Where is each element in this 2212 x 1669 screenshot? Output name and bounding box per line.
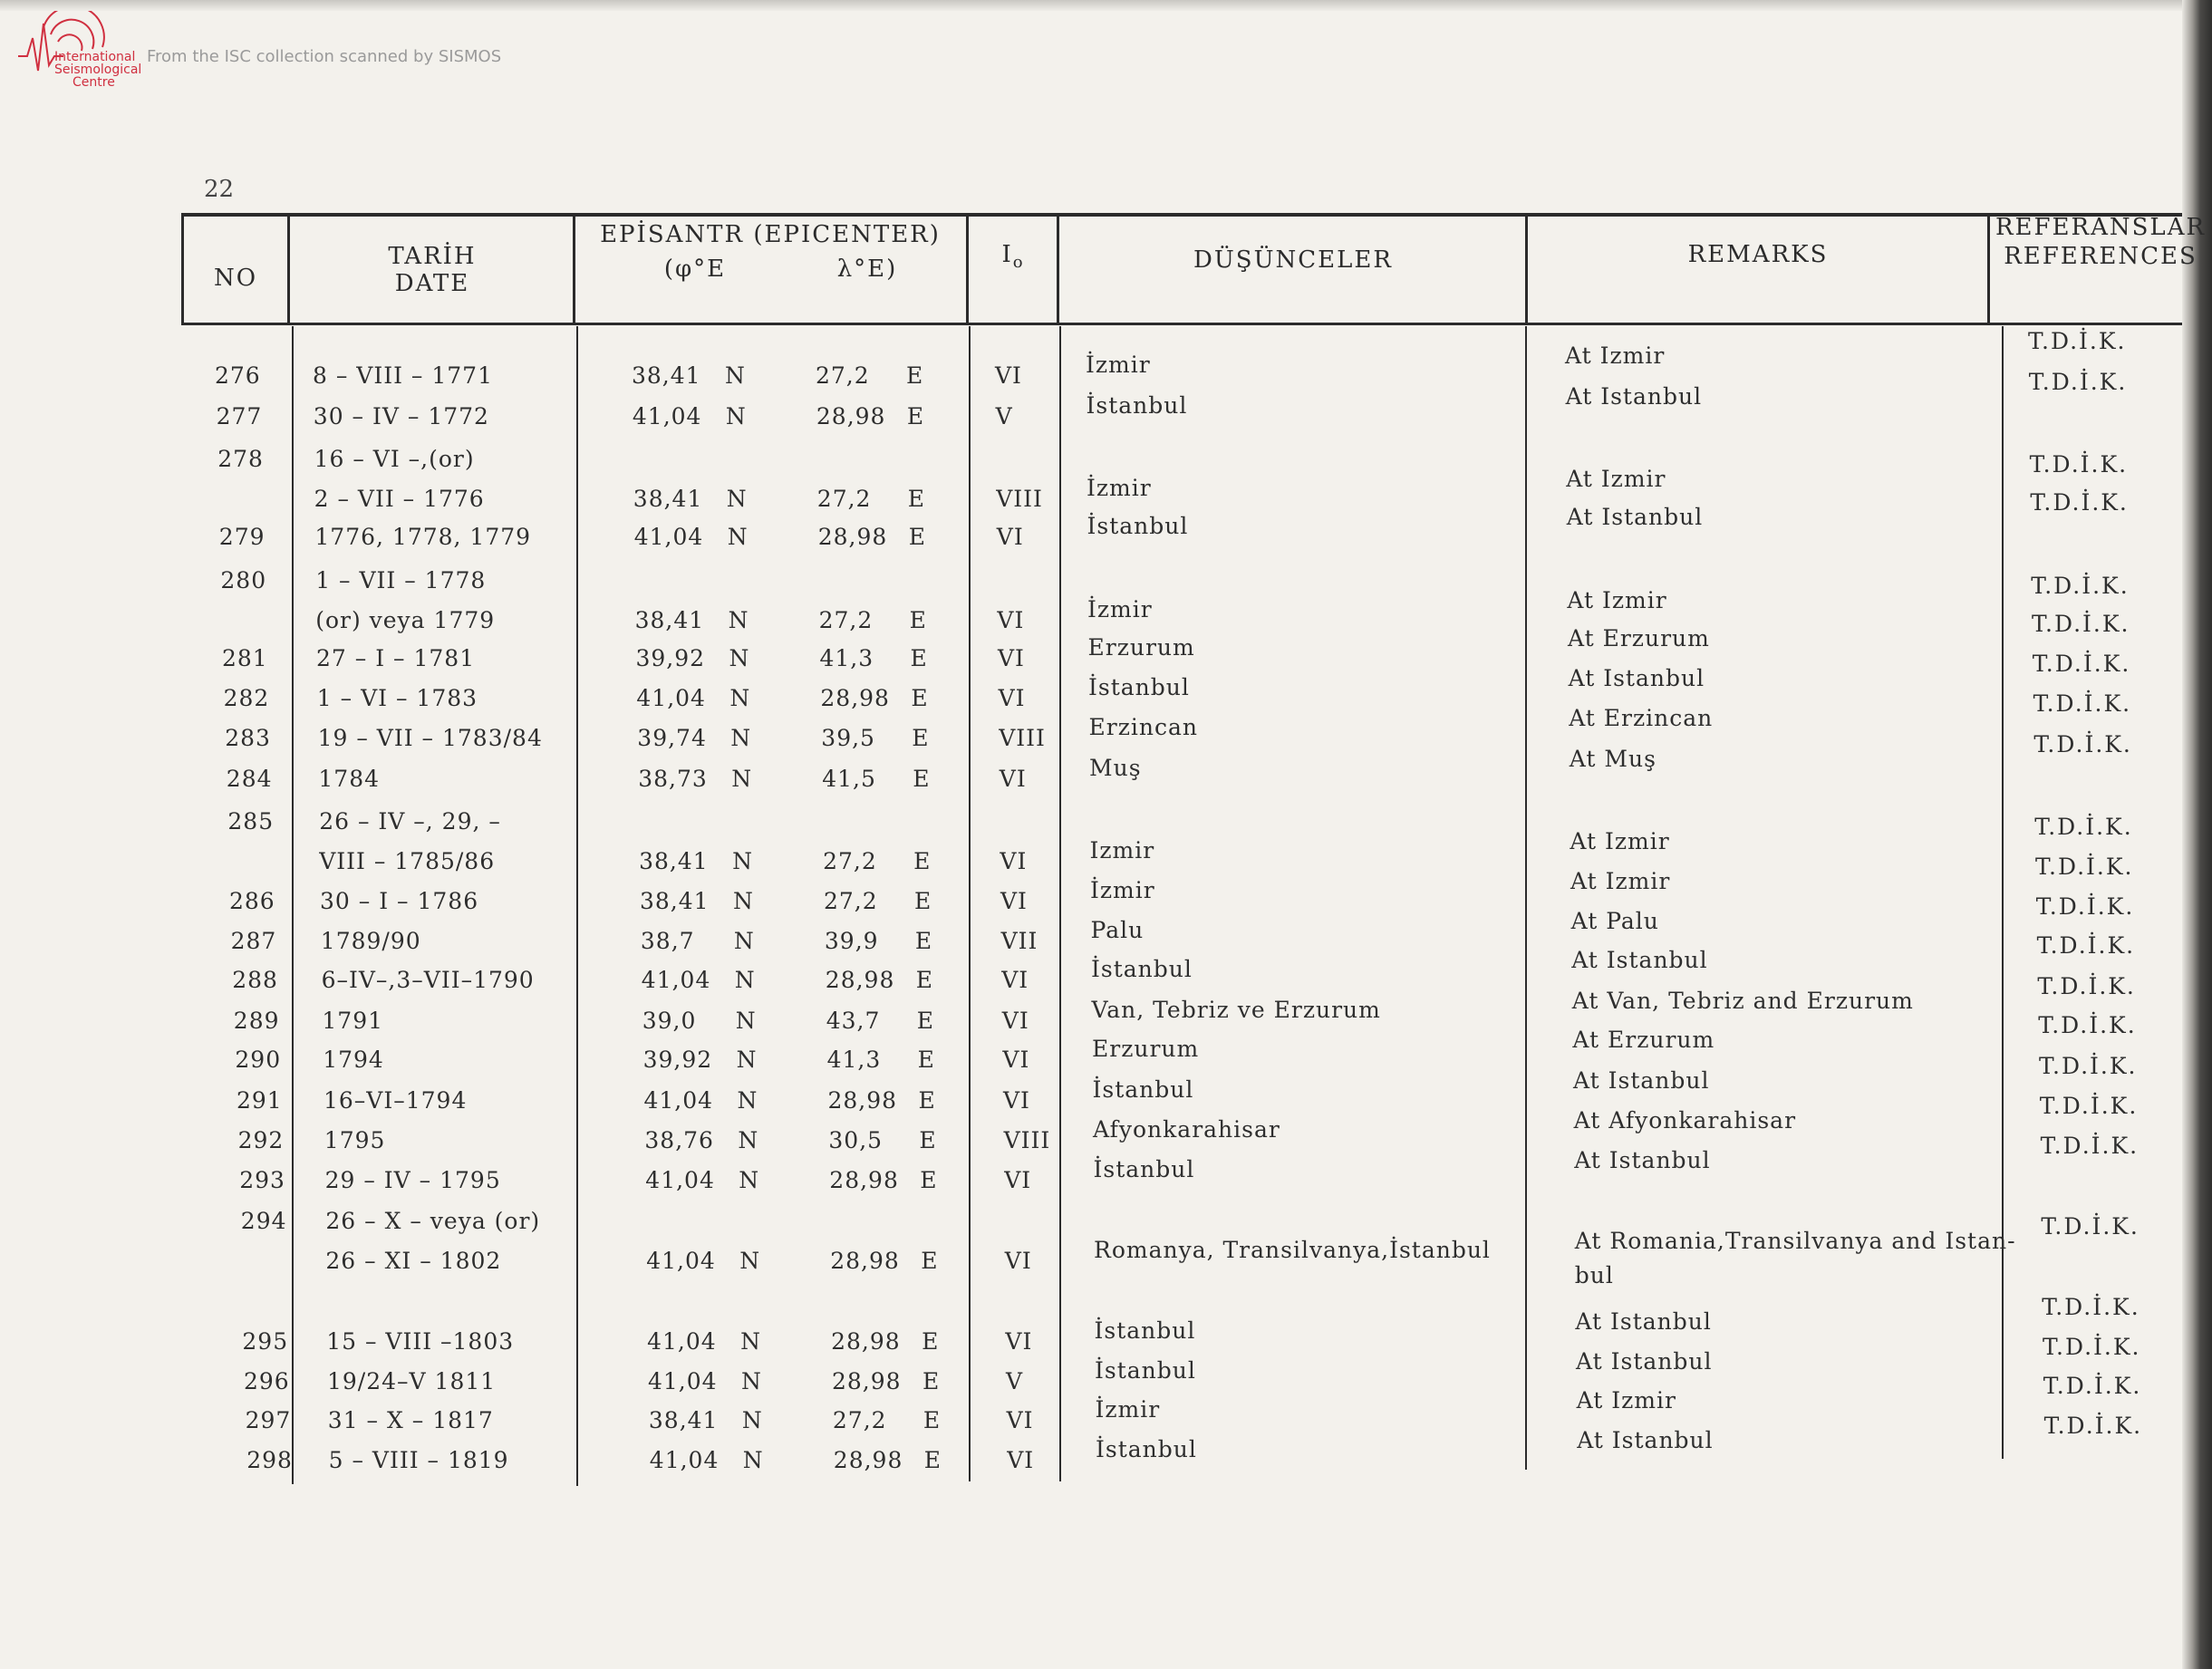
row-date: 1784 xyxy=(318,766,381,792)
row-reference: T.D.İ.K. xyxy=(2042,1294,2140,1320)
row-longitude: 28,98 xyxy=(827,1087,898,1114)
row-lat-hemisphere: N xyxy=(733,888,754,914)
row-remark: At Palu xyxy=(1570,908,1659,934)
row-lon-hemisphere: E xyxy=(906,403,925,429)
row-lat-hemisphere: N xyxy=(737,1087,758,1114)
row-reference: T.D.İ.K. xyxy=(2032,611,2130,637)
row-reference: T.D.İ.K. xyxy=(2043,1373,2142,1399)
row-latitude: 38,41 xyxy=(632,362,701,389)
row-latitude: 41,04 xyxy=(636,685,706,711)
row-reference: T.D.İ.K. xyxy=(2043,1413,2143,1439)
row-lat-hemisphere: N xyxy=(731,766,753,792)
row-number: 294 xyxy=(240,1208,287,1234)
row-dusunceler: İzmir xyxy=(1087,475,1152,501)
body-line-date xyxy=(292,326,294,1484)
row-number: 295 xyxy=(242,1328,289,1355)
row-dusunceler: Romanya, Transilvanya,İstanbul xyxy=(1094,1237,1491,1263)
row-latitude: 41,04 xyxy=(633,524,704,550)
row-latitude: 41,04 xyxy=(645,1167,715,1193)
row-lat-hemisphere: N xyxy=(729,685,751,711)
row-date: 1794 xyxy=(323,1047,384,1073)
row-lon-hemisphere: E xyxy=(911,685,929,711)
row-intensity: VI xyxy=(1001,1008,1029,1034)
row-intensity: V xyxy=(995,403,1013,429)
row-dusunceler: Palu xyxy=(1090,917,1145,943)
row-date: 26 – IV –, 29, – xyxy=(319,808,501,834)
row-date: 1791 xyxy=(322,1008,384,1034)
row-intensity: VI xyxy=(1000,888,1028,914)
row-dusunceler: İstanbul xyxy=(1092,1076,1194,1103)
row-date: 16 – VI –,(or) xyxy=(314,446,475,472)
row-latitude: 39,0 xyxy=(642,1008,697,1034)
row-intensity: VII xyxy=(1000,928,1038,954)
row-latitude: 38,41 xyxy=(640,888,710,914)
row-lon-hemisphere: E xyxy=(923,1447,942,1473)
row-lat-hemisphere: N xyxy=(728,607,749,633)
row-lat-hemisphere: N xyxy=(742,1447,764,1473)
row-reference: T.D.İ.K. xyxy=(2028,328,2127,354)
row-lon-hemisphere: E xyxy=(906,362,924,389)
row-remark: At Muş xyxy=(1569,746,1657,772)
row-reference: T.D.İ.K. xyxy=(2037,973,2136,999)
row-date: 8 – VIII – 1771 xyxy=(313,362,493,389)
row-intensity: VI xyxy=(996,524,1024,550)
row-lon-hemisphere: E xyxy=(922,1328,940,1355)
table-top-rule xyxy=(181,213,2182,217)
row-dusunceler: İstanbul xyxy=(1088,674,1190,700)
row-lat-hemisphere: N xyxy=(734,967,756,993)
row-longitude: 27,2 xyxy=(824,888,878,914)
row-dusunceler: İstanbul xyxy=(1086,392,1188,419)
row-date: 29 – IV – 1795 xyxy=(324,1167,501,1193)
row-intensity: VI xyxy=(1004,1248,1032,1274)
row-lon-hemisphere: E xyxy=(917,1047,935,1073)
row-remark: At Istanbul xyxy=(1566,504,1704,530)
row-remark: At Izmir xyxy=(1567,587,1667,613)
row-longitude: 41,3 xyxy=(819,645,874,671)
row-number: 290 xyxy=(235,1047,282,1073)
row-remark: At Izmir xyxy=(1565,342,1666,369)
row-lat-hemisphere: N xyxy=(738,1127,759,1153)
row-dusunceler: İzmir xyxy=(1090,877,1155,903)
row-remark: At Istanbul xyxy=(1577,1427,1714,1453)
divider-date-epicenter xyxy=(573,213,575,325)
row-intensity: VI xyxy=(1004,1167,1032,1193)
row-intensity: VI xyxy=(1001,967,1029,993)
row-lon-hemisphere: E xyxy=(919,1127,937,1153)
row-dusunceler: Van, Tebriz ve Erzurum xyxy=(1091,997,1381,1023)
logo-line-3: Centre xyxy=(72,75,115,90)
row-intensity: VI xyxy=(998,645,1025,671)
row-number: 287 xyxy=(230,928,277,954)
row-reference: T.D.İ.K. xyxy=(2034,814,2133,840)
row-lon-hemisphere: E xyxy=(922,1368,941,1394)
row-number: 283 xyxy=(225,725,271,751)
row-intensity: V xyxy=(1006,1368,1024,1394)
row-lon-hemisphere: E xyxy=(909,607,927,633)
divider-io-dusunceler xyxy=(1057,213,1059,325)
row-intensity: VI xyxy=(999,766,1027,792)
row-lon-hemisphere: E xyxy=(922,1407,942,1433)
body-line-io xyxy=(969,326,971,1481)
row-lon-hemisphere: E xyxy=(913,848,932,874)
body-line-epicenter xyxy=(576,326,578,1486)
row-remark: At Istanbul xyxy=(1576,1348,1713,1375)
header-no: NO xyxy=(213,265,258,292)
row-date: 15 – VIII –1803 xyxy=(326,1328,515,1355)
row-latitude: 41,04 xyxy=(643,1087,714,1114)
row-number: 280 xyxy=(220,567,267,593)
row-remark: At Erzincan xyxy=(1569,705,1714,731)
body-line-remarks xyxy=(1525,326,1527,1470)
row-lon-hemisphere: E xyxy=(916,1008,934,1034)
row-longitude: 28,98 xyxy=(816,403,886,429)
row-number: 293 xyxy=(239,1167,285,1193)
row-lon-hemisphere: E xyxy=(914,888,932,914)
row-longitude: 27,2 xyxy=(816,362,870,389)
row-longitude: 28,98 xyxy=(817,524,888,550)
row-remark: At Istanbul xyxy=(1568,665,1705,691)
body-line-dusunceler xyxy=(1059,326,1061,1481)
logo-text xyxy=(54,51,141,89)
row-date: 19 – VII – 1783/84 xyxy=(317,725,543,751)
row-number: 281 xyxy=(222,645,268,671)
row-lon-hemisphere: E xyxy=(913,766,931,792)
row-remark: At Istanbul xyxy=(1565,383,1703,410)
row-remark: At Izmir xyxy=(1576,1387,1676,1413)
row-number: 298 xyxy=(246,1447,293,1473)
row-date: 1 – VI – 1783 xyxy=(316,685,478,711)
row-longitude: 28,98 xyxy=(825,967,895,993)
logo-line-2: Seismological xyxy=(54,63,142,77)
row-longitude: 27,2 xyxy=(832,1407,887,1433)
row-date: 1776, 1778, 1779 xyxy=(314,524,532,550)
row-intensity: VIII xyxy=(996,486,1043,512)
row-date: 1795 xyxy=(324,1127,386,1153)
row-intensity: VIII xyxy=(1003,1127,1051,1153)
row-intensity: VIII xyxy=(999,725,1046,751)
row-dusunceler: Erzurum xyxy=(1087,634,1195,661)
table-left-border xyxy=(181,213,184,325)
row-dusunceler: İstanbul xyxy=(1091,956,1193,982)
row-lat-hemisphere: N xyxy=(730,725,752,751)
scan-top-edge xyxy=(0,0,2212,11)
row-reference: T.D.İ.K. xyxy=(2030,489,2129,516)
row-reference: T.D.İ.K. xyxy=(2032,651,2131,677)
row-lat-hemisphere: N xyxy=(735,1008,757,1034)
row-lon-hemisphere: E xyxy=(908,524,926,550)
row-reference: T.D.İ.K. xyxy=(2033,690,2132,717)
row-latitude: 41,04 xyxy=(632,403,702,429)
row-lon-hemisphere: E xyxy=(920,1167,938,1193)
row-reference: T.D.İ.K. xyxy=(2035,854,2134,880)
row-dusunceler: İzmir xyxy=(1095,1396,1161,1423)
row-remark: At Istanbul xyxy=(1573,1067,1710,1094)
row-lat-hemisphere: N xyxy=(741,1407,763,1433)
row-dusunceler: İstanbul xyxy=(1087,513,1189,539)
divider-epicenter-io xyxy=(966,213,969,325)
row-remark: At Izmir xyxy=(1570,868,1671,894)
row-dusunceler: İstanbul xyxy=(1093,1156,1195,1182)
row-number: 288 xyxy=(232,967,278,993)
divider-no-date-header xyxy=(287,213,290,325)
row-date: 16–VI–1794 xyxy=(324,1087,468,1114)
header-io-letter: I xyxy=(1001,241,1013,268)
row-longitude: 27,2 xyxy=(818,607,874,633)
row-lat-hemisphere: N xyxy=(725,362,746,389)
body-line-references xyxy=(2002,326,2004,1459)
row-longitude: 28,98 xyxy=(832,1368,902,1394)
logo-line-1: International xyxy=(54,50,136,64)
row-intensity: VI xyxy=(997,607,1025,633)
row-remark: At Erzurum xyxy=(1572,1027,1715,1053)
row-intensity: VI xyxy=(1003,1087,1030,1114)
row-reference: T.D.İ.K. xyxy=(2039,1093,2139,1119)
row-dusunceler: İstanbul xyxy=(1094,1317,1196,1344)
row-remark: At Van, Tebriz and Erzurum xyxy=(1571,988,1914,1014)
row-latitude: 38,73 xyxy=(638,766,708,792)
row-date: 30 – I – 1786 xyxy=(320,888,479,914)
row-longitude: 28,98 xyxy=(831,1328,901,1355)
row-latitude: 38,41 xyxy=(634,607,705,633)
row-latitude: 41,04 xyxy=(641,967,711,993)
row-latitude: 41,04 xyxy=(648,1368,718,1394)
row-number: 297 xyxy=(245,1407,292,1433)
row-longitude: 28,98 xyxy=(820,685,890,711)
row-lat-hemisphere: N xyxy=(727,524,749,550)
header-references: REFERENCES xyxy=(2004,243,2198,270)
divider-dusunceler-remarks xyxy=(1525,213,1528,325)
row-longitude: 43,7 xyxy=(826,1008,881,1034)
header-lambda: λ°E) xyxy=(836,256,898,283)
row-date-continued: 26 – XI – 1802 xyxy=(325,1248,502,1274)
row-dusunceler: Erzurum xyxy=(1092,1036,1200,1062)
row-intensity: VI xyxy=(1006,1407,1034,1433)
header-dusunceler: DÜŞÜNCELER xyxy=(1193,246,1393,274)
row-number: 292 xyxy=(237,1127,285,1153)
row-latitude: 41,04 xyxy=(647,1328,717,1355)
row-number: 278 xyxy=(217,446,264,472)
row-reference: T.D.İ.K. xyxy=(2040,1133,2140,1159)
row-reference: T.D.İ.K. xyxy=(2028,369,2128,395)
row-lat-hemisphere: N xyxy=(741,1368,762,1394)
row-longitude: 28,98 xyxy=(833,1447,903,1473)
header-episantr: EPİSANTR (EPICENTER) xyxy=(600,221,941,248)
row-latitude: 38,7 xyxy=(640,928,695,954)
row-latitude: 38,76 xyxy=(644,1127,714,1153)
row-remark-continued: bul xyxy=(1574,1262,1614,1288)
row-longitude: 41,3 xyxy=(826,1047,882,1073)
row-lat-hemisphere: N xyxy=(739,1248,761,1274)
row-remark: At Afyonkarahisar xyxy=(1573,1107,1797,1134)
row-number: 276 xyxy=(215,362,261,389)
header-remarks: REMARKS xyxy=(1687,241,1829,268)
row-intensity: VI xyxy=(1007,1447,1035,1473)
row-intensity: VI xyxy=(1000,848,1028,874)
row-lon-hemisphere: E xyxy=(907,486,926,512)
row-latitude: 39,92 xyxy=(635,645,706,671)
row-reference: T.D.İ.K. xyxy=(2031,573,2130,599)
row-date: 26 – X – veya (or) xyxy=(325,1208,541,1234)
row-remark: At Istanbul xyxy=(1575,1308,1712,1335)
row-date: 31 – X – 1817 xyxy=(327,1407,494,1433)
row-latitude: 38,41 xyxy=(633,486,703,512)
header-bottom-rule xyxy=(181,323,2182,325)
row-longitude: 28,98 xyxy=(829,1167,899,1193)
row-lat-hemisphere: N xyxy=(726,486,748,512)
row-intensity: VI xyxy=(1002,1047,1030,1073)
row-latitude: 41,04 xyxy=(646,1248,716,1274)
row-latitude: 39,74 xyxy=(637,725,707,751)
row-dusunceler: Muş xyxy=(1089,755,1142,781)
row-date: 5 – VIII – 1819 xyxy=(328,1447,509,1473)
row-longitude: 30,5 xyxy=(828,1127,884,1153)
row-lat-hemisphere: N xyxy=(739,1167,760,1193)
row-longitude: 27,2 xyxy=(816,486,872,512)
row-remark: At Istanbul xyxy=(1574,1147,1711,1173)
row-date: 30 – IV – 1772 xyxy=(313,403,489,429)
row-lon-hemisphere: E xyxy=(910,645,928,671)
row-dusunceler: İstanbul xyxy=(1096,1436,1197,1462)
row-lat-hemisphere: N xyxy=(729,645,750,671)
header-referanslar: REFERANSLAR xyxy=(1995,214,2207,241)
page-number: 22 xyxy=(204,176,235,203)
row-intensity: VI xyxy=(998,685,1026,711)
row-lon-hemisphere: E xyxy=(915,967,934,993)
row-lat-hemisphere: N xyxy=(740,1328,761,1355)
row-latitude: 38,41 xyxy=(639,848,709,874)
row-reference: T.D.İ.K. xyxy=(2029,451,2129,478)
row-date: 1789/90 xyxy=(320,928,421,954)
row-number: 291 xyxy=(237,1087,283,1114)
row-date-continued: 2 – VII – 1776 xyxy=(314,486,485,512)
row-reference: T.D.İ.K. xyxy=(2038,1012,2137,1038)
row-lat-hemisphere: N xyxy=(732,848,753,874)
row-intensity: VI xyxy=(1005,1328,1033,1355)
row-remark: At Erzurum xyxy=(1568,625,1710,651)
row-longitude: 39,5 xyxy=(821,725,875,751)
row-date: 6–IV–,3–VII–1790 xyxy=(321,967,535,993)
row-reference: T.D.İ.K. xyxy=(2043,1334,2141,1360)
header-io xyxy=(970,241,1057,272)
row-lat-hemisphere: N xyxy=(725,403,747,429)
divider-remarks-references xyxy=(1987,213,1990,325)
row-number: 279 xyxy=(218,524,266,550)
row-date-continued: VIII – 1785/86 xyxy=(319,848,496,874)
row-date-continued: (or) veya 1779 xyxy=(315,607,496,633)
row-reference: T.D.İ.K. xyxy=(2035,893,2135,920)
row-dusunceler: İstanbul xyxy=(1095,1357,1196,1384)
row-date: 27 – I – 1781 xyxy=(316,645,476,671)
row-lon-hemisphere: E xyxy=(921,1248,939,1274)
row-lat-hemisphere: N xyxy=(736,1047,758,1073)
row-dusunceler: İzmir xyxy=(1087,596,1153,622)
row-latitude: 38,41 xyxy=(648,1407,719,1433)
row-date: 19/24–V 1811 xyxy=(327,1368,497,1394)
row-number: 284 xyxy=(226,766,273,792)
row-longitude: 41,5 xyxy=(822,766,876,792)
row-latitude: 39,92 xyxy=(642,1047,713,1073)
row-intensity: VI xyxy=(995,362,1022,389)
scan-credit-banner: From the ISC collection scanned by SISMOS xyxy=(147,47,502,66)
row-longitude: 27,2 xyxy=(823,848,877,874)
row-number: 277 xyxy=(216,403,263,429)
row-reference: T.D.İ.K. xyxy=(2041,1213,2140,1240)
row-dusunceler: Erzincan xyxy=(1088,714,1198,740)
row-lon-hemisphere: E xyxy=(912,725,930,751)
row-dusunceler: Afyonkarahisar xyxy=(1093,1116,1280,1143)
row-lon-hemisphere: E xyxy=(914,928,933,954)
row-remark: At Istanbul xyxy=(1571,947,1708,973)
row-lat-hemisphere: N xyxy=(733,928,755,954)
header-io-sub: o xyxy=(1012,253,1025,273)
row-number: 282 xyxy=(223,685,270,711)
row-reference: T.D.İ.K. xyxy=(2036,932,2136,959)
header-phi: (φ°E xyxy=(663,256,727,283)
row-latitude: 41,04 xyxy=(649,1447,720,1473)
isc-logo xyxy=(16,11,143,101)
row-longitude: 28,98 xyxy=(830,1248,900,1274)
row-remark: At Romania,Transilvanya and Istan- xyxy=(1574,1228,2016,1254)
row-remark: At Izmir xyxy=(1566,466,1666,492)
row-reference: T.D.İ.K. xyxy=(2039,1053,2138,1079)
row-dusunceler: Izmir xyxy=(1089,837,1155,863)
row-number: 289 xyxy=(233,1008,280,1034)
row-number: 286 xyxy=(229,888,275,914)
row-longitude: 39,9 xyxy=(824,928,879,954)
row-remark: At Izmir xyxy=(1570,828,1670,854)
row-lon-hemisphere: E xyxy=(918,1087,936,1114)
row-reference: T.D.İ.K. xyxy=(2033,731,2132,757)
row-number: 285 xyxy=(227,808,275,834)
row-date: 1 – VII – 1778 xyxy=(315,567,487,593)
header-date: DATE xyxy=(394,270,470,297)
row-dusunceler: İzmir xyxy=(1086,352,1151,378)
row-number: 296 xyxy=(244,1368,290,1394)
header-tarih: TARİH xyxy=(388,243,477,270)
